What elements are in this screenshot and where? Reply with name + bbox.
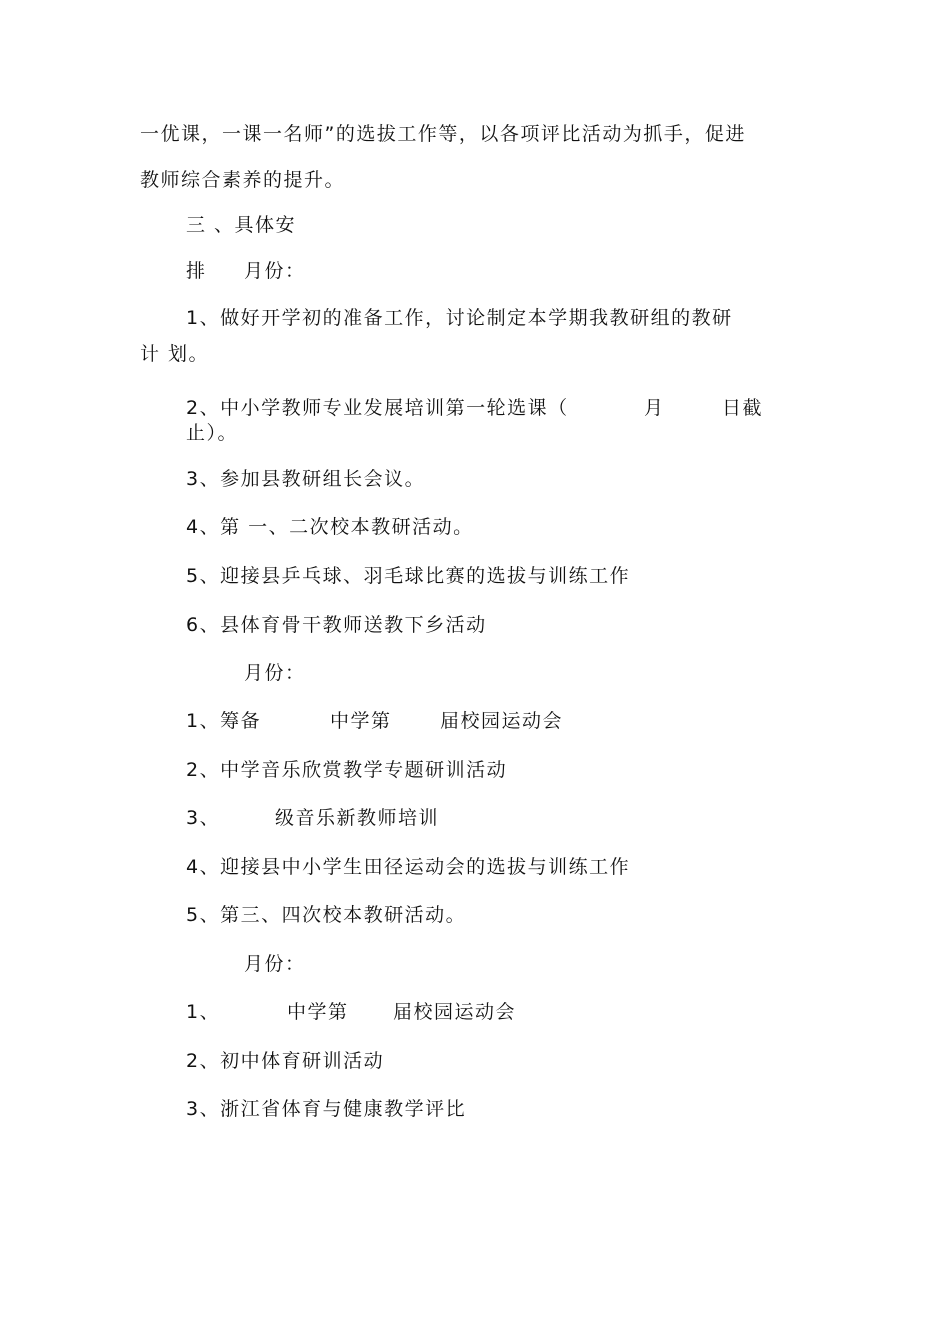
section-heading: 三 、具体安 (186, 214, 297, 236)
month-label: 月份： (244, 260, 306, 282)
schedule-item: 2、中小学教师专业发展培训第一轮选课（ 月 日截 (186, 397, 764, 419)
schedule-item: 5、第三、四次校本教研活动。 (186, 904, 467, 926)
schedule-item: 3、 级音乐新教师培训 (186, 807, 440, 829)
schedule-item: 1、筹备 中学第 届校园运动会 (186, 710, 564, 732)
schedule-item: 3、浙江省体育与健康教学评比 (186, 1098, 467, 1120)
schedule-item-continuation: 止）。 (186, 422, 239, 444)
schedule-item: 3、参加县教研组长会议。 (186, 468, 426, 490)
schedule-item-continuation: 计 划。 (140, 343, 210, 365)
paragraph-line: 教师综合素养的提升。 (140, 169, 346, 191)
schedule-item: 2、初中体育研训活动 (186, 1050, 385, 1072)
month-label: 月份： (244, 953, 306, 975)
schedule-item: 6、县体育骨干教师送教下乡活动 (186, 614, 487, 636)
schedule-item: 4、第 一、二次校本教研活动。 (186, 516, 474, 538)
schedule-item: 1、做好开学初的准备工作，讨论制定本学期我教研组的教研 (186, 307, 733, 329)
month-label: 月份： (244, 662, 306, 684)
paragraph-line: 一优课，一课一名师”的选拔工作等，以各项评比活动为抓手，促进 (140, 123, 746, 145)
schedule-item: 4、迎接县中小学生田径运动会的选拔与训练工作 (186, 856, 631, 878)
schedule-item: 1、 中学第 届校园运动会 (186, 1001, 517, 1023)
heading-continuation: 排 (186, 260, 207, 282)
schedule-item: 5、迎接县乒乓球、羽毛球比赛的选拔与训练工作 (186, 565, 631, 587)
schedule-item: 2、中学音乐欣赏教学专题研训活动 (186, 759, 508, 781)
